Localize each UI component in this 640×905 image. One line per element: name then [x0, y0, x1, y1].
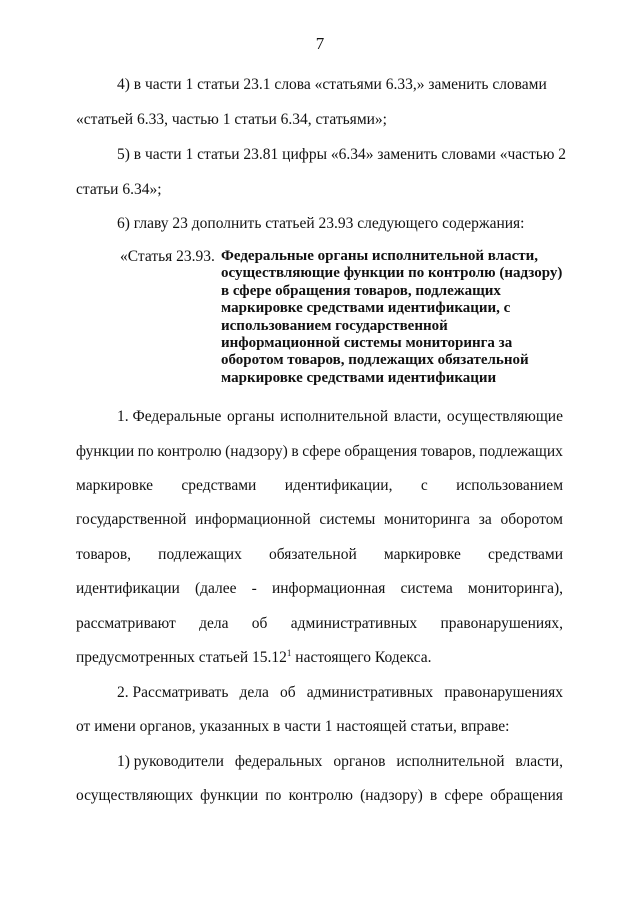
part-2-line-2: от имени органов, указанных в части 1 настоящей статьи, вправе: — [76, 718, 510, 735]
word: маркировке — [383, 546, 461, 563]
word: средствами — [181, 477, 257, 494]
word: об — [251, 615, 268, 632]
word: в — [429, 787, 438, 804]
word: правонарушениях — [444, 684, 563, 701]
word: дела — [239, 684, 269, 701]
word: 1) руководители — [117, 753, 224, 770]
word: средствами — [488, 546, 563, 563]
word: государственной — [76, 511, 187, 528]
word: функции — [76, 443, 135, 460]
part-1-line-6 — [76, 580, 563, 598]
word: с — [420, 477, 428, 494]
word: правонарушениях, — [440, 615, 563, 632]
word: мониторинга — [383, 511, 471, 528]
article-title — [221, 248, 571, 387]
item-1-line-1 — [117, 753, 563, 771]
word: маркировке — [76, 477, 154, 494]
word: информационной — [195, 511, 311, 528]
article-title-line: Федеральные органы исполнительной власти, — [221, 248, 539, 264]
word: товаров, — [420, 443, 476, 460]
article-title-line: использованием государственной — [221, 317, 448, 334]
word: подлежащих — [158, 546, 242, 563]
word: административных — [290, 615, 418, 632]
article-title-line: оборотом товаров, подлежащих обязательной — [221, 352, 529, 369]
word: система — [400, 580, 453, 597]
article-title-line: в сфере обращения товаров, подлежащих — [221, 282, 501, 299]
word: сфере — [302, 443, 341, 460]
part-1-line-2 — [76, 443, 563, 461]
word: власти, — [515, 753, 563, 770]
part-1-line-8-text: предусмотренных статьей 15.12 — [76, 649, 287, 666]
word: осуществляющие — [446, 408, 563, 425]
word: (надзору) — [360, 787, 423, 804]
paragraph-4-line-1: 4) в части 1 статьи 23.1 слова «статьями 6.33,» заменить словами — [117, 76, 547, 93]
word: административных — [306, 684, 434, 701]
word: по — [265, 787, 282, 804]
part-1-line-8-text-end: настоящего Кодекса. — [291, 649, 432, 666]
word: использованием — [456, 477, 563, 494]
word: (далее — [194, 580, 237, 597]
word: дела — [199, 615, 229, 632]
word: подлежащих — [479, 443, 563, 460]
paragraph-5-line-2: статьи 6.34»; — [76, 181, 162, 198]
word: идентификации — [76, 580, 180, 597]
page-number: 7 — [315, 34, 325, 53]
part-1-line-1 — [117, 408, 563, 426]
article-title-line: маркировке средствами идентификации — [221, 369, 497, 386]
word: мониторинга), — [467, 580, 563, 597]
part-2-line-1 — [117, 684, 563, 702]
paragraph-6-line-1: 6) главу 23 дополнить статьей 23.93 следующего содержания: — [117, 215, 525, 232]
word: исполнительной — [280, 408, 389, 425]
word: информационная — [271, 580, 386, 597]
word: по — [137, 443, 154, 460]
word: в — [291, 443, 299, 460]
part-1-line-4 — [76, 511, 563, 529]
article-number: «Статья 23.93. — [120, 248, 215, 265]
word: оборотом — [500, 511, 563, 528]
word: федеральных — [234, 753, 323, 770]
part-1-line-5 — [76, 546, 563, 564]
word: контролю — [288, 787, 353, 804]
word: сфере — [444, 787, 483, 804]
word: органы — [226, 408, 275, 425]
word: 1. Федеральные — [117, 408, 222, 425]
word: товаров, — [76, 546, 132, 563]
article-title-line: маркировке средствами идентификации, с — [221, 300, 511, 317]
part-1-line-7 — [76, 615, 563, 633]
article-title-line: осуществляющие функции по контролю (надзору) — [221, 265, 563, 282]
word: власти, — [393, 408, 442, 425]
word: осуществляющих — [76, 787, 193, 804]
word: идентификации, — [284, 477, 393, 494]
article-superscript: 1 — [286, 647, 292, 658]
word: рассматривают — [76, 615, 176, 632]
word: обязательной — [268, 546, 357, 563]
word: (надзору) — [225, 443, 288, 460]
paragraph-5-line-1: 5) в части 1 статьи 23.81 цифры «6.34» заменить словами «частью 2 — [117, 146, 567, 163]
part-1-line-3 — [76, 477, 563, 495]
word: об — [280, 684, 296, 701]
article-title-line: информационной системы мониторинга за — [221, 334, 513, 351]
paragraph-4-line-2: «статьей 6.33, частью 1 статьи 6.34, статьями»; — [76, 111, 387, 128]
word: обращения — [344, 443, 418, 460]
item-1-line-2 — [76, 787, 563, 805]
word: системы — [319, 511, 376, 528]
word: органов — [333, 753, 386, 770]
part-1-line-8 — [76, 649, 432, 667]
word: контролю — [157, 443, 222, 460]
word: - — [251, 580, 257, 597]
word: исполнительной — [396, 753, 505, 770]
word: функции — [200, 787, 259, 804]
word: за — [478, 511, 492, 528]
word: обращения — [490, 787, 563, 804]
word: 2. Рассматривать — [117, 684, 229, 701]
